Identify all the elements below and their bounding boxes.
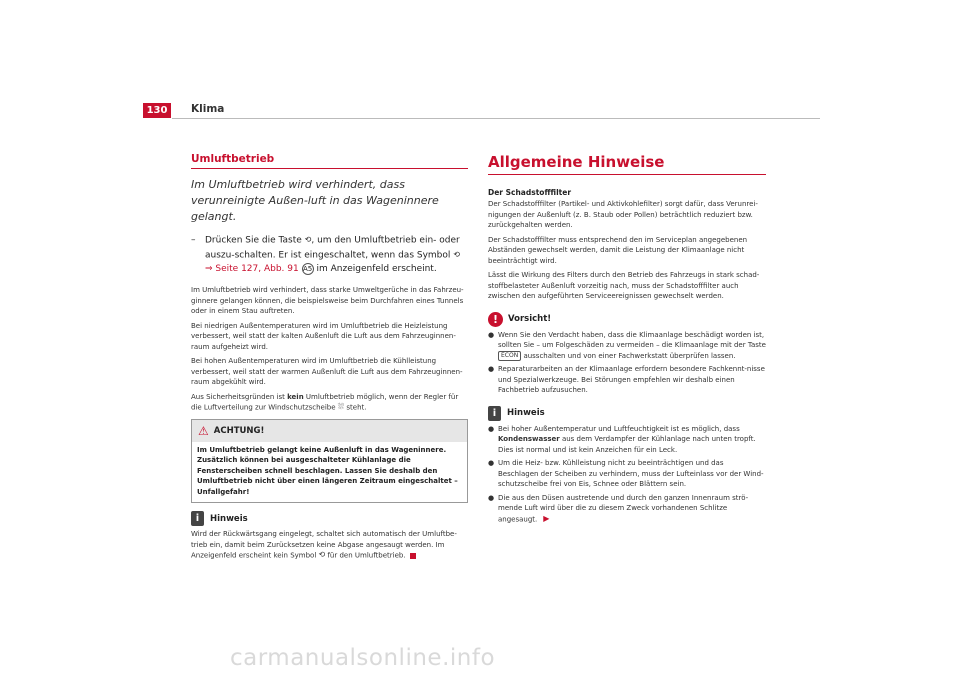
note-text [191,529,468,561]
display-marker-a5: A5 [303,264,313,273]
page-reference-link[interactable]: ⇒ Seite 127, Abb. 91 [205,264,299,274]
list-item [488,330,766,362]
list-item [488,424,766,456]
caution-icon: ! [488,312,503,327]
windshield-defrost-icon: ⛆ [337,402,345,411]
page-number: 130 [143,103,171,118]
safety-bold: kein [287,392,304,401]
warning-text: Im Umluftbetrieb gelangt keine Außenluft in das Wageninnere. Zusätzlich können bei ausgeschalteter Kühlanlage die Fensterscheiben schnell beschlagen. Lassen Sie deshalb den Umluftbetrieb nicht über einen längeren Zeitraum eingeschaltet – Unfallgefahr! [197,445,458,496]
bullet-icon: ● [488,330,495,339]
bullet-text: Reparaturarbeiten an der Klimaanlage erfordern besondere Fachkennt-nisse und Spezialwerkzeuge. Bei Störungen empfehlen wir deshalb einen Fachbetrieb aufzusuchen. [498,365,765,394]
watermark: carmanualsonline.info [230,645,496,671]
note-title: Hinweis [507,408,545,418]
bullet-text: Um die Heiz- bzw. Kühlleistung nicht zu beeinträchtigen und das Beschlagen der Scheiben zu verhindern, muss der Lufteinlass vor der Wind-schutzscheibe frei von Eis, Schnee oder Blättern sein. [498,459,764,488]
section-title: Klima [191,103,225,115]
note-text-1b: aus dem Verdampfer der Kühlanlage nach unten tropft. Dies ist normal und ist kein Anzeichen für ein Leck. [498,435,756,454]
safety-text-a: Aus Sicherheitsgründen ist [191,392,288,401]
step-text-2: , um den Umluftbetrieb ein- oder auszu-schalten. Er ist eingeschaltet, wenn das Symbol [205,235,460,260]
list-item [488,493,766,525]
note-text-2: für den Umluftbetrieb. [327,551,406,560]
note-title: Hinweis [210,513,248,524]
note-heading [191,511,468,526]
paragraph: Im Umluftbetrieb wird verhindert, dass starke Umweltgerüche in das Fahrzeu-ginnere gelangen können, die beispielsweise beim Durchfahren eines Tunnels oder in einem Stau auftreten. [191,286,464,315]
warning-triangle-icon: ⚠ [198,423,209,438]
left-column [191,153,468,565]
note-icon: i [191,511,204,526]
umluft-heading: Umluftbetrieb [191,153,468,169]
right-column [488,153,766,527]
bullet-icon: ● [488,424,495,433]
umluft-lead: Im Umluftbetrieb wird verhindert, dass verunreinigte Außen-luft in das Wageninnere gelangt. [191,178,439,223]
note-icon: i [488,406,501,421]
paragraph: Der Schadstofffilter muss entsprechend den im Serviceplan angegebenen Abständen gewechselt werden, damit die Leistung der Klimaanlage nicht beeinträchtigt wird. [488,235,748,265]
warning-title: ACHTUNG! [213,425,265,436]
warning-title-bar [192,420,467,442]
note-text-3: Die aus den Düsen austretende und durch den ganzen Innenraum strö-mende Luft wird über die zu diesem Zweck vorhandenen Schlitze angesaugt. [498,493,749,523]
caution-title: Vorsicht! [508,314,552,324]
step-text-3: im Anzeigenfeld erscheint. [316,264,437,274]
bullet-text [498,330,766,362]
note-bold: Kondenswasser [498,435,560,443]
list-item [488,364,766,396]
continue-arrow-icon: ▶ [543,513,550,523]
paragraph: Lässt die Wirkung des Filters durch den Betrieb des Fahrzeugs in stark schad-stoffbelasteter Außenluft vorzeitig nach, muss der Schadstofffilter auch zwischen den aufgeführten Serviceereignissen gewechselt werden. [488,271,760,300]
recirculation-icon: ⟲ [304,235,312,244]
filter-heading: Der Schadstofffilter [488,188,572,197]
note-text-1a: Bei hoher Außentemperatur und Luftfeuchtigkeit ist es möglich, dass [498,424,740,433]
general-heading: Allgemeine Hinweise [488,153,766,175]
recirculation-symbol-icon: ⟲ [453,249,460,259]
bullet-text [498,493,766,525]
safety-text-b: Umluftbetrieb möglich, wenn der Regler für die Luftverteilung zur Windschutzscheibe [191,392,459,412]
warning-box [191,419,468,504]
note-text-1: Wird der Rückwärtsgang eingelegt, schaltet sich automatisch der Umluftbe-trieb ein, damit beim Zurücksetzen keine Abgase angesaugt werden. Im Anzeigenfeld erscheint kein Symbol [191,530,457,560]
umluft-step [191,233,468,276]
bullet-text [498,424,766,456]
step-dash: – [191,235,196,245]
bullet-icon: ● [488,365,495,373]
caution-text-1a: Wenn Sie den Verdacht haben, dass die Klimaanlage beschädigt worden ist, sollten Sie – um Folgeschäden zu vermeiden – die Klimaanlage mit der Taste [498,330,766,349]
step-text-1: Drücken Sie die Taste [205,235,302,246]
bullet-icon: ● [488,459,495,467]
end-of-section-icon [410,553,416,559]
list-item [488,458,766,490]
note-heading [488,406,766,421]
step-text [205,233,468,276]
safety-text-c: steht. [344,403,367,412]
paragraph: Der Schadstofffilter (Partikel- und Aktivkohlefilter) sorgt dafür, dass Verunrei-nigungen der Außenluft (z. B. Staub oder Pollen) beträchtlich reduziert bzw. zurückgehalten werden. [488,200,758,229]
bullet-icon: ● [488,493,495,502]
caution-heading [488,312,766,327]
caution-text-1b: ausschalten und von einer Fachwerkstatt überprüfen lassen. [523,351,736,360]
header-divider [172,118,820,119]
recirculation-icon: ⟲ [318,550,326,560]
safety-paragraph [191,392,468,413]
econ-key: ECON [498,351,521,361]
paragraph: Bei hohen Außentemperaturen wird im Umluftbetrieb die Kühlleistung verbessert, weil statt der warmen Außenluft die Luft aus dem Fahrzeuginnen-raum abgekühlt wird. [191,357,463,386]
paragraph: Bei niedrigen Außentemperaturen wird im Umluftbetrieb die Heizleistung verbessert, weil statt der kalten Außenluft die Luft aus dem Fahrzeuginnen-raum aufgeheizt wird. [191,321,456,351]
